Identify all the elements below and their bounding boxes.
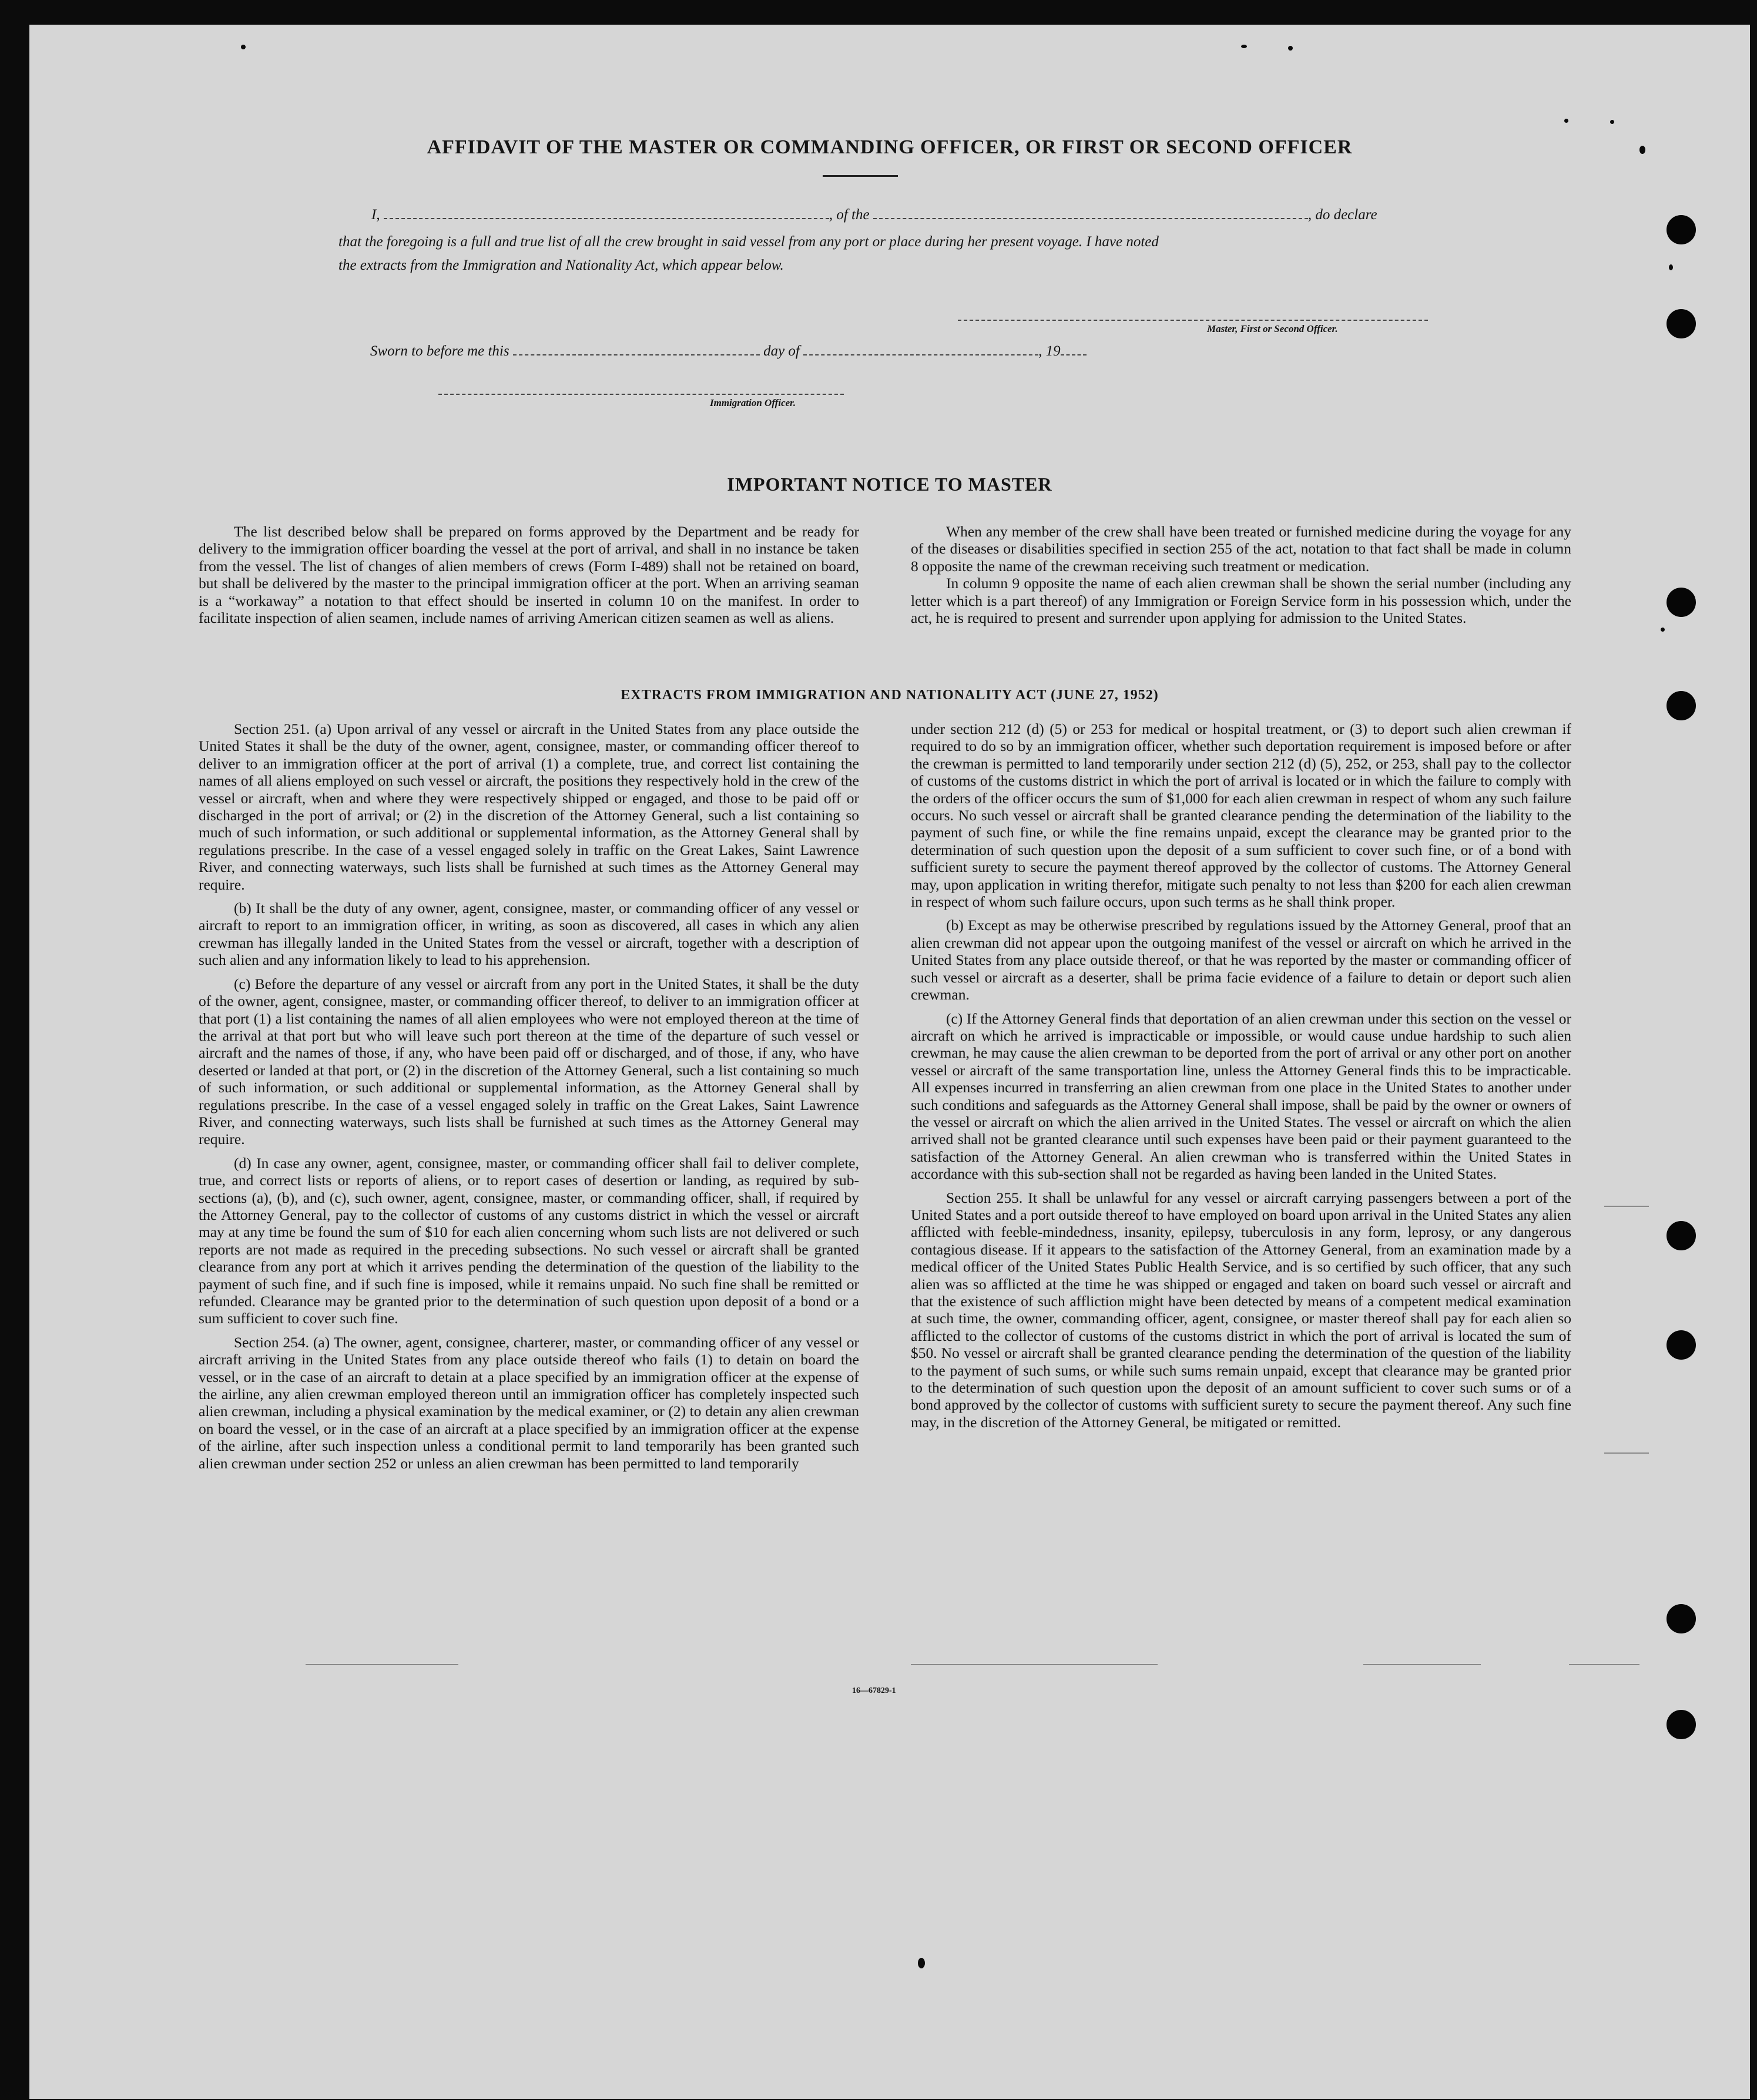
scan-speck: [918, 1958, 925, 1968]
notice-right-column: [911, 523, 1571, 626]
do-declare-label: , do declare: [1307, 207, 1377, 223]
vessel-name-blank[interactable]: [873, 207, 1308, 219]
sworn-day-blank[interactable]: [513, 344, 760, 355]
section-251-d: (d) In case any owner, agent, consignee, master, or commanding officer shall fail to deliver complete, true, and correct lists or reports of aliens, or to report cases of desertion or landing, as required by sub-sections (a), (b), and (c), such owner, agent, consignee, master, or commanding officer, shall, if required by the Attorney General, pay to the collector of customs of any customs district in which the vessel or aircraft may at any time be found the sum of $10 for each alien concerning whom such lists are not delivered or such reports are not made as required in the preceding subsections. No such vessel or aircraft shall be granted clearance from any port at which it arrives pending the determination of the question of the liability to the payment of such fine, and if such fine is imposed, while it remains unpaid. No such fine shall be remitted or refunded. Clearance may be granted prior to the determination of such question upon deposit of a bond or a sum sufficient to cover such fine.: [199, 1154, 859, 1327]
notice-left-paragraph: The list described below shall be prepared on forms approved by the Department and be ready for delivery to the immigration officer boarding the vessel at the port of arrival, and shall in no instance be taken from the vessel. The list of changes of alien members of crews (Form I-489) shall not be retained on board, but shall be delivered by the master to the principal immigration officer at the port. When an arriving seaman is a “workaway” a notation to that effect should be inserted in column 10 on the manifest. In order to facilitate inspection of alien seamen, include names of arriving American citizen seamen as well as aliens.: [199, 523, 859, 627]
bleed-mark: [306, 1664, 458, 1665]
notice-right-paragraph-2: In column 9 opposite the name of each alien crewman shall be shown the serial number (including any letter which is a part thereof) of any Immigration or Foreign Service form in his possession which, under the act, he is required to present and surrender upon applying for admission to the United States.: [911, 575, 1571, 627]
declaration-line-3: the extracts from the Immigration and Nationality Act, which appear below.: [338, 257, 784, 273]
i-label: I,: [371, 207, 380, 223]
master-signature-label: Master, First or Second Officer.: [1207, 323, 1338, 334]
bleed-mark: [911, 1664, 1158, 1665]
affidavit-title-rule: [823, 175, 898, 177]
declaration-line-1: [371, 207, 1377, 223]
section-254-b: (b) Except as may be otherwise prescribed by regulations issued by the Attorney General, proof that an alien crewman did not appear upon the outgoing manifest of the vessel or aircraft on which he arrived in the United States from any place outside thereof, or that he was reported by the master or commanding officer of such vessel or aircraft as a deserter, shall be prima facie evidence of a failure to detain or deport such alien crewman.: [911, 917, 1571, 1004]
scan-speck: [241, 45, 246, 49]
punch-hole: [1667, 1221, 1696, 1250]
extracts-title: EXTRACTS FROM IMMIGRATION AND NATIONALITY ACT (JUNE 27, 1952): [621, 687, 1159, 703]
scan-speck: [1661, 628, 1665, 632]
immigration-officer-label: Immigration Officer.: [710, 397, 796, 408]
form-number: 16—67829-1: [852, 1686, 896, 1695]
bleed-mark: [1604, 1452, 1649, 1454]
sworn-line: [370, 343, 1087, 360]
notice-title: IMPORTANT NOTICE TO MASTER: [727, 474, 1052, 495]
declaration-line-2: that the foregoing is a full and true list of all the crew brought in said vessel from any port or place during her present voyage. I have noted: [338, 234, 1159, 250]
sworn-month-blank[interactable]: [803, 344, 1038, 355]
document-page: [29, 25, 1750, 2099]
punch-hole: [1667, 1604, 1696, 1633]
scan-speck: [1610, 120, 1614, 124]
section-254-a-continued: under section 212 (d) (5) or 253 for medical or hospital treatment, or (3) to deport such alien crewman if required to do so by an immigration officer, whether such deportation requirement is imposed before or after the crewman is permitted to land temporarily under section 212 (d) (5), 252, or 253, shall pay to the collector of customs of the customs district in which the port of arrival is located or in which the failure to comply with the orders of the officer occurs the sum of $1,000 for each alien crewman in respect of whom any such failure occurs. No such vessel or aircraft shall be granted clearance pending the determination of the liability to the payment of such fine, or while the fine remains unpaid, except the clearance may be granted prior to the determination of such question upon the deposit of a sum sufficient to cover such fine, or of a bond with sufficient surety to secure the payment thereof approved by the collector of customs. The Attorney General may, upon application in writing therefor, mitigate such penalty to not less than $200 for each alien crewman in respect of whom such failure occurs, upon such terms as he shall think proper.: [911, 720, 1571, 911]
punch-hole: [1667, 588, 1696, 617]
section-255: Section 255. It shall be unlawful for any vessel or aircraft carrying passengers between a port of the United States and a port outside thereof to have employed on board upon arrival in the United States any alien afflicted with feeble-mindedness, insanity, epilepsy, tuberculosis in any form, leprosy, or any dangerous contagious disease. If it appears to the satisfaction of the Attorney General, from an examination made by a medical officer of the United States Public Health Service, and is so certified by such officer, that any such alien was so afflicted at the time he was shipped or engaged and taken on board such vessel or aircraft and that the existence of such affliction might have been detected by means of a competent medical examination at such time, the owner, commanding officer, agent, consignee, or master thereof shall pay for each alien so afflicted to the collector of customs of the customs district in which the port of arrival is located the sum of $50. No vessel or aircraft shall be granted clearance pending the determination of the question of the liability to the payment of such sums, or while such sums remain unpaid, except that clearance may be granted prior to the determination of such question upon the deposit of an amount sufficient to cover such sums or of a bond approved by the collector of customs with sufficient surety to secure the payment thereof. Any such fine may, in the discretion of the Attorney General, be mitigated or remitted.: [911, 1189, 1571, 1431]
name-blank[interactable]: [384, 207, 829, 219]
punch-hole: [1667, 1710, 1696, 1739]
master-signature-blank[interactable]: [958, 309, 1428, 321]
section-254-a: Section 254. (a) The owner, agent, consignee, charterer, master, or commanding officer of any vessel or aircraft arriving in the United States from any place outside thereof who fails (1) to detain on board the vessel, or in the case of an aircraft to detain at a place specified by an immigration officer at the expense of the airline, any alien crewman employed thereon until an immigration officer has completely inspected such alien crewman, including a physical examination by the medical examiner, or (2) to detain any alien crewman on board the vessel, or in the case of an aircraft at a place specified by an immigration officer at the expense of the airline, after such inspection unless a conditional permit to land temporarily has been granted such alien crewman under section 252 or unless an alien crewman has been permitted to land temporarily: [199, 1333, 859, 1472]
immigration-officer-signature-blank[interactable]: [438, 383, 844, 395]
punch-hole: [1667, 215, 1696, 244]
extracts-left-column: [199, 720, 859, 1472]
notice-right-paragraph-1: When any member of the crew shall have been treated or furnished medicine during the voyage for any of the diseases or disabilities specified in section 255 of the act, notation to that fact shall be made in column 8 opposite the name of the crewman receiving such treatment or medication.: [911, 523, 1571, 575]
day-of-label: day of: [763, 343, 800, 359]
scan-speck: [1241, 45, 1247, 48]
of-the-label: , of the: [829, 207, 870, 223]
section-254-c: (c) If the Attorney General finds that deportation of an alien crewman under this section on the vessel or aircraft on which he arrived is impracticable or impossible, or would cause undue hardship to such alien crewman, he may cause the alien crewman to be deported from the port of arrival or any other port on another vessel or aircraft of the same transportation line, unless the Attorney General finds this to be impracticable. All expenses incurred in transferring an alien crewman from one place in the United States to another under such conditions and safeguards as the Attorney General shall impose, shall be paid by the owner or owners of the vessel or aircraft on which the alien arrived in the United States. The vessel or aircraft on which the alien arrived shall not be granted clearance until such expenses have been paid or their payment guaranteed to the satisfaction of the Attorney General. An alien crewman who is transferred within the United States in accordance with this sub-section shall not be regarded as having been landed in the United States.: [911, 1009, 1571, 1183]
bleed-mark: [1363, 1664, 1481, 1665]
bleed-mark: [1569, 1664, 1639, 1665]
extracts-right-column: [911, 720, 1571, 1431]
section-251-c: (c) Before the departure of any vessel or aircraft from any port in the United States, it shall be the duty of the owner, agent, consignee, master, or commanding officer thereof, to deliver to an immigration officer at that port (1) a list containing the names of all alien employees who were not employed thereon at the time of the arrival at that port but who will leave such port thereon at the time of the departure of such vessel or aircraft and the names of those, if any, who have been paid off or discharged, and of those, if any, who have deserted or landed at that port, or (2) in the discretion of the Attorney General, such a list containing so much of such information, or such additional or supplemental information, as the Attorney General shall by regulations prescribe. In the case of a vessel engaged solely in traffic on the Great Lakes, Saint Lawrence River, and connecting waterways, such lists shall be furnished at such times as the Attorney General may require.: [199, 975, 859, 1148]
sworn-label: Sworn to before me this: [370, 343, 509, 359]
scan-speck: [1288, 46, 1293, 51]
scan-speck: [1564, 119, 1568, 123]
section-251-a: Section 251. (a) Upon arrival of any vessel or aircraft in the United States from any place outside the United States it shall be the duty of the owner, agent, consignee, master, or commanding officer thereof to deliver to an immigration officer at the port of arrival (1) a complete, true, and correct list containing the names of all aliens employed on such vessel or aircraft, the positions they respectively hold in the crew of the vessel or aircraft, when and where they were respectively shipped or engaged, and those to be paid off or discharged in the port of arrival; or (2) in the discretion of the Attorney General, such a list containing so much of such information, or such additional or supplemental information, as the Attorney General shall by regulations prescribe. In the case of a vessel engaged solely in traffic on the Great Lakes, Saint Lawrence River, and connecting waterways, such lists shall be furnished at such times as the Attorney General may require.: [199, 720, 859, 893]
bleed-mark: [1604, 1206, 1649, 1207]
sworn-year-blank[interactable]: [1061, 344, 1087, 355]
punch-hole: [1667, 309, 1696, 338]
year-label: , 19: [1038, 343, 1061, 359]
notice-left-column: [199, 523, 859, 626]
section-251-b: (b) It shall be the duty of any owner, agent, consignee, master, or commanding officer of any vessel or aircraft to report to an immigration officer, in writing, as soon as discovered, all cases in which any alien crewman has illegally landed in the United States from the vessel or aircraft, together with a description of such alien and any information likely to lead to his apprehension.: [199, 900, 859, 969]
scan-speck: [1669, 264, 1673, 270]
punch-hole: [1667, 1330, 1696, 1360]
affidavit-title: AFFIDAVIT OF THE MASTER OR COMMANDING OFFICER, OR FIRST OR SECOND OFFICER: [427, 136, 1353, 158]
